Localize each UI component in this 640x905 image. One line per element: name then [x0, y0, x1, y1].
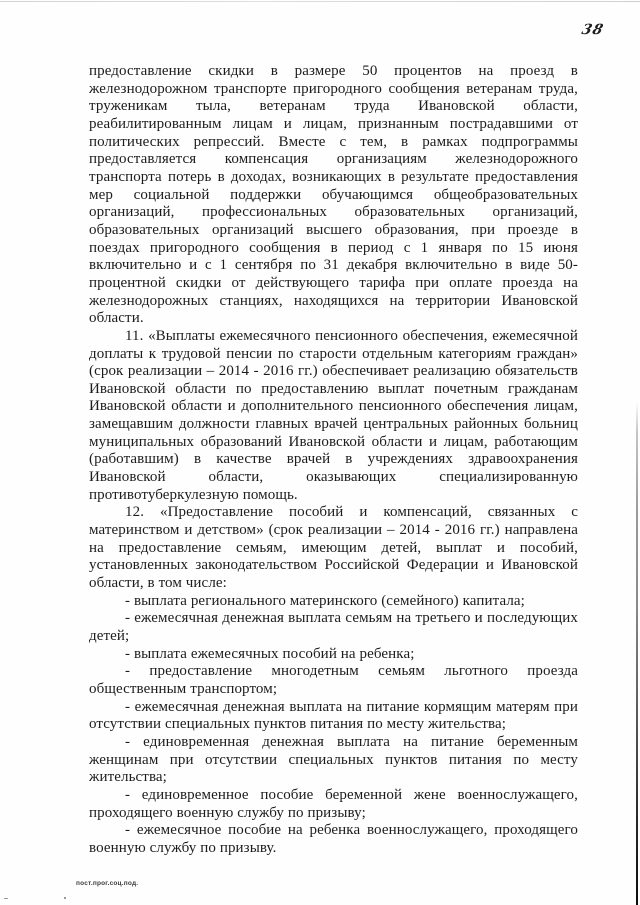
scan-right-edge-line — [636, 402, 638, 905]
list-item: - единовременное пособие беременной жене военнослужащего, проходящего военную службу по призыву; — [89, 786, 578, 821]
list-item: - выплата регионального материнского (семейного) капитала; — [125, 592, 525, 609]
page-number: 38 — [580, 22, 606, 38]
document-body — [89, 63, 578, 858]
list-item: - ежемесячная денежная выплата семьям на третьего и последующих детей; — [89, 610, 578, 644]
list-item: - выплата ежемесячных пособий на ребенка; — [125, 645, 415, 662]
list-item: - единовременная денежная выплата на питание беременным женщинам при отсутствии специальных пунктов питания по месту жительства; — [89, 733, 578, 786]
scan-top-edge-line — [0, 1, 640, 2]
paragraph-continuation: предоставление скидки в размере 50 процентов на проезд в железнодорожном транспорте пригородного сообщения ветеранам труда, труженикам тыла, ветеранам труда Ивановской области, реабилитированным лицам и лицам, признанным пострадавшими от политических репрессий. Вместе с тем, в рамках подпрограммы предоставляется компенсация организациям железнодорожного транспорта потерь в доходах, возникающих в результате предоставления мер социальной поддержки обучающимся общеобразовательных организаций, профессиональных образовательных организаций, образовательных организаций высшего образования, при проезде в поездах пригородного сообщения в период с 1 января по 15 июня включительно и с 1 сентября по 31 декабря включительно в виде 50-процентной скидки от действующего тарифа при оплате проезда на железнодорожных станциях, находящихся на территории Ивановской области. — [89, 63, 578, 327]
scan-artifact — [4, 898, 8, 899]
list-item: - ежемесячное пособие на ребенка военнослужащего, проходящего военную службу по призыву. — [89, 822, 578, 856]
list-item: - предоставление многодетным семьям льготного проезда общественным транспортом; — [89, 663, 578, 697]
paragraph-item-12: 12. «Предоставление пособий и компенсаций, связанных с материнством и детством» (срок реализации – 2014 - 2016 гг.) направлена на предоставление семьям, имеющим детей, выплат и пособий, установленных законодательством Российской Федерации и Ивановской области, в том числе: — [89, 504, 578, 592]
paragraph-item-11: 11. «Выплаты ежемесячного пенсионного обеспечения, ежемесячной доплаты к трудовой пенсии по старости отдельным категориям граждан» (срок реализации – 2014 - 2016 гг.) обеспечивает реализацию обязательств Ивановской области по предоставлению выплат почетным гражданам Ивановской области и дополнительного пенсионного обеспечения лицам, замещавшим должности главных врачей центральных районных больниц муниципальных образований Ивановской области и лицам, работающим (работавшим) в качестве врачей в учреждениях здравоохранения Ивановской области, оказывающих специализированную противотуберкулезную помощь. — [89, 327, 578, 503]
scan-artifact — [64, 897, 66, 899]
list-item: - ежемесячная денежная выплата на питание кормящим матерям при отсутствии специальных пунктов питания по месту жительства; — [89, 698, 578, 733]
footer-document-code: пост.прог.соц.под. — [76, 880, 139, 887]
